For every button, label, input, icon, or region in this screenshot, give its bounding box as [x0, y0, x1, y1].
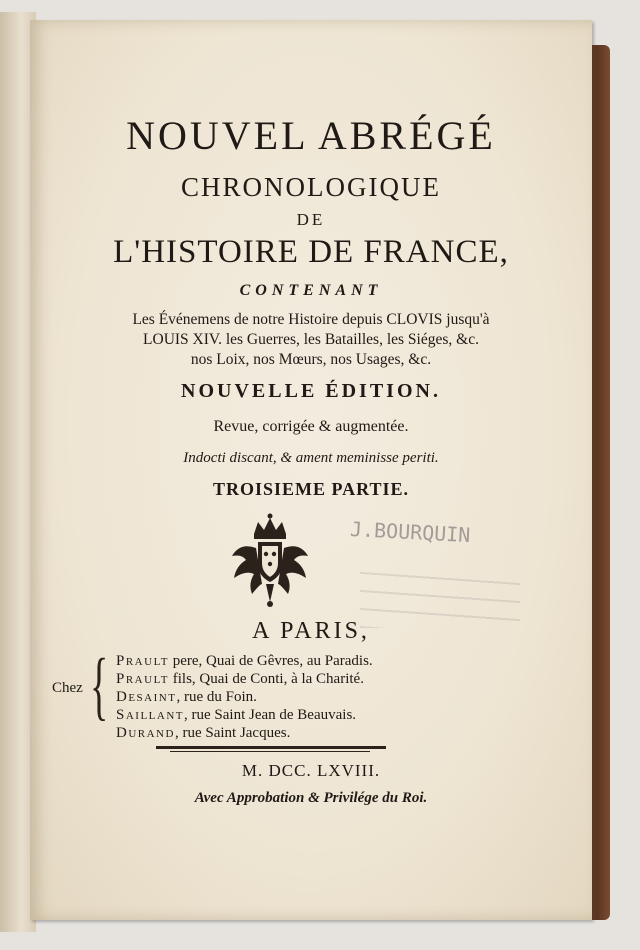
printer-entry: Durand, rue Saint Jacques. [116, 725, 291, 741]
description-line-3: nos Loix, nos Mœurs, nos Usages, &c. [190, 351, 432, 368]
place-of-publication: A PARIS, [252, 618, 370, 644]
printers-list [116, 652, 373, 742]
publication-year: M. DCC. LXVIII. [241, 761, 381, 780]
title-line-1: NOUVEL ABRÉGÉ [126, 113, 496, 158]
title-line-2: CHRONOLOGIQUE [181, 172, 441, 202]
divider-rule-thin [170, 751, 370, 752]
printer-entry: Saillant, rue Saint Jean de Beauvais. [116, 707, 357, 723]
title-line-4: L'HISTOIRE DE FRANCE, [113, 234, 509, 270]
printer-entry: Prault fils, Quai de Conti, à la Charité. [116, 671, 364, 687]
latin-motto: Indocti discant, & ament meminisse periti. [183, 450, 439, 466]
printers-brace: { [90, 644, 109, 728]
printer-entry: Prault pere, Quai de Gêvres, au Paradis. [116, 653, 373, 669]
title-page [30, 20, 592, 920]
edition-heading: NOUVELLE ÉDITION. [181, 380, 441, 402]
description [52, 310, 570, 370]
part-heading: TROISIEME PARTIE. [212, 479, 410, 499]
title-line-3: DE [296, 210, 326, 229]
divider-rule [156, 746, 386, 749]
description-line-1: Les Événemens de notre Histoire depuis CLOVIS jusqu'à [132, 311, 490, 328]
description-line-2: LOUIS XIV. les Guerres, les Batailles, les Siéges, &c. [143, 331, 479, 348]
library-stamp: J.BOURQUIN [349, 516, 471, 548]
chez-label: Chez [52, 680, 83, 696]
contenant-heading: CONTENANT [239, 282, 383, 299]
printer-entry: Desaint, rue du Foin. [116, 689, 257, 705]
royal-arms-emblem-icon [222, 512, 318, 608]
revision-note: Revue, corrigée & augmentée. [213, 418, 409, 435]
royal-privilege: Avec Approbation & Privilége du Roi. [194, 790, 428, 806]
